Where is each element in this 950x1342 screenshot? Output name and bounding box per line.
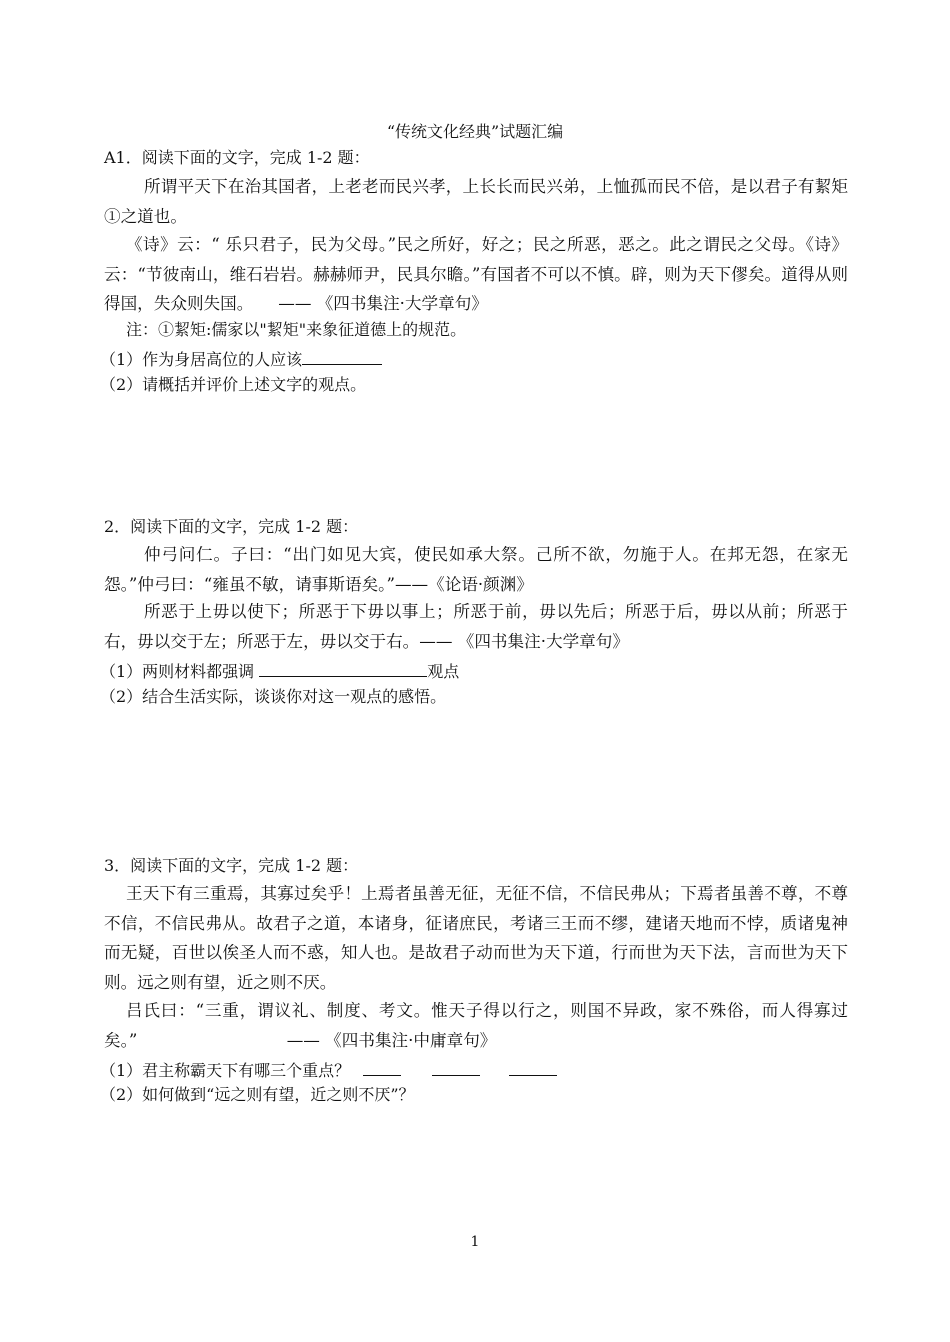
- q3-subquestion-1: [100, 1058, 557, 1081]
- page-number: 1: [470, 1234, 480, 1250]
- answer-blank[interactable]: [509, 1058, 557, 1076]
- q2-subquestion-1-suffix: 观点: [427, 662, 460, 681]
- answer-blank[interactable]: [363, 1058, 401, 1076]
- q2-passage-2: 所恶于上毋以使下；所恶于下毋以事上；所恶于前，毋以先后；所恶于后，毋以从前；所恶于右，毋以交于左；所恶于左，毋以交于右。—— 《四书集注·大学章句》: [104, 602, 848, 651]
- answer-blank[interactable]: [432, 1058, 480, 1076]
- q2-passage-1: 仲弓问仁。子曰：“出门如见大宾，使民如承大祭。己所不欲，勿施于人。在邦无怨，在家无怨。”仲弓曰：“雍虽不敏，请事斯语矣。”——《论语·颜渊》: [104, 545, 848, 594]
- q1-heading: A1．阅读下面的文字，完成 1-2 题：: [104, 148, 370, 167]
- q1-subquestion-1: [100, 347, 382, 370]
- q1-subquestion-2: （2）请概括并评价上述文字的观点。: [100, 375, 367, 394]
- q3-passage-2: 吕氏曰：“三重，谓议礼、制度、考文。惟天子得以行之，则国不异政，家不殊俗，而人得寡过矣。” —— 《四书集注·中庸章句》: [104, 1001, 848, 1050]
- q1-footnote: 注：①絜矩:儒家以"絜矩"来象征道德上的规范。: [126, 320, 467, 339]
- q2-subquestion-1: [100, 659, 459, 682]
- q1-subquestion-1-text: （1）作为身居高位的人应该: [100, 350, 303, 369]
- q2-subquestion-2: （2）结合生活实际，谈谈你对这一观点的感悟。: [100, 687, 447, 706]
- q3-subquestion-2: （2）如何做到“远之则有望，近之则不厌”？: [100, 1085, 415, 1104]
- answer-blank[interactable]: [302, 347, 382, 365]
- q1-passage-2: 《诗》云：“ 乐只君子，民为父母。”民之所好，好之；民之所恶，恶之。此之谓民之父母。《诗》云：“节彼南山，维石岩岩。赫赫师尹，民具尔瞻。”有国者不可以不慎。辟，则为天下僇矣。道得从则得国，失众则失国。 —— 《四书集注·大学章句》: [104, 235, 848, 313]
- q3-subquestion-1-text: （1）君主称霸天下有哪三个重点？: [100, 1061, 351, 1080]
- document-title: “传统文化经典”试题汇编: [386, 122, 564, 141]
- q3-heading: 3．阅读下面的文字，完成 1-2 题：: [104, 856, 359, 875]
- q1-passage-1: 所谓平天下在治其国者，上老老而民兴孝，上长长而民兴弟，上恤孤而民不倍，是以君子有絜矩①之道也。: [104, 177, 848, 226]
- answer-blank[interactable]: [259, 659, 427, 677]
- q2-subquestion-1-text: （1）两则材料都强调: [100, 662, 260, 681]
- q2-heading: 2．阅读下面的文字，完成 1-2 题：: [104, 517, 359, 536]
- q3-passage-1: 王天下有三重焉，其寡过矣乎！上焉者虽善无征，无征不信，不信民弗从；下焉者虽善不尊，不尊不信，不信民弗从。故君子之道，本诸身，征诸庶民，考诸三王而不缪，建诸天地而不悖，质诸鬼神而无疑，百世以俟圣人而不惑，知人也。是故君子动而世为天下道，行而世为天下法，言而世为天下则。远之则有望，近之则不厌。: [104, 884, 848, 992]
